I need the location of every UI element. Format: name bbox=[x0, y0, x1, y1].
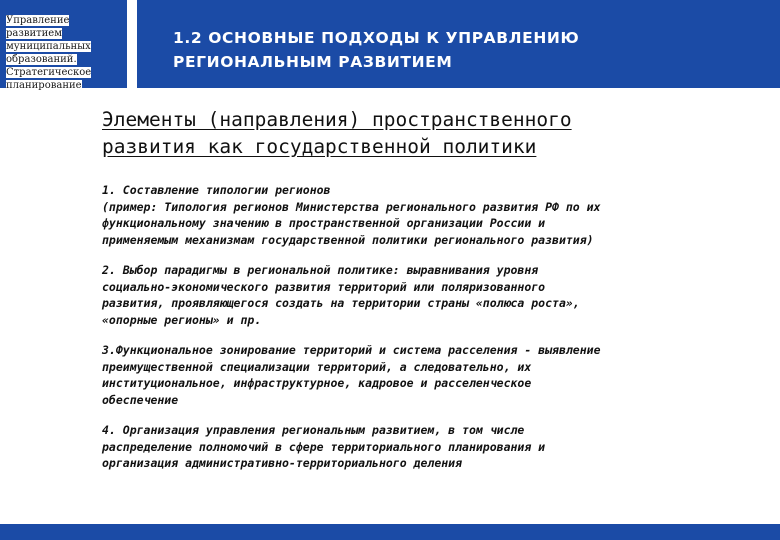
section-subtitle: Элементы (направления) пространственного развития как государственной политики bbox=[102, 108, 572, 158]
list-item: 3.Функциональное зонирование территорий и система расселения - выявление преимущественной специализации территорий, а следовательно, их институциональное, инфраструктурное, кадровое и расселенческое обеспечение bbox=[102, 343, 601, 407]
footer-bar bbox=[0, 524, 780, 540]
header-band bbox=[0, 0, 780, 95]
list-item: 1. Составление типологии регионов (пример: Типология регионов Министерства регионального развития РФ по их функциональному значению в пространственной организации России и применяемым механизмам государственной политики регионального развития) bbox=[102, 183, 601, 247]
title-block bbox=[137, 0, 780, 88]
points-list bbox=[102, 182, 772, 486]
slide-title: 1.2 ОСНОВНЫЕ ПОДХОДЫ К УПРАВЛЕНИЮ РЕГИОНАЛЬНЫМ РАЗВИТИЕМ bbox=[173, 29, 580, 71]
list-item: 4. Организация управления региональным развитием, в том числе распределение полномочий в сфере территориального планирования и организация административно-территориального деления bbox=[102, 423, 546, 470]
side-caption bbox=[6, 14, 128, 92]
list-item: 2. Выбор парадигмы в региональной политике: выравнивания уровня социально-экономического развития территорий или поляризованного развития, проявляющегося создать на территории страны «полюса роста», «опорные регионы» и пр. bbox=[102, 263, 580, 327]
side-caption-text: Управление развитием муниципальных образований. Стратегическое планирование bbox=[6, 15, 92, 91]
